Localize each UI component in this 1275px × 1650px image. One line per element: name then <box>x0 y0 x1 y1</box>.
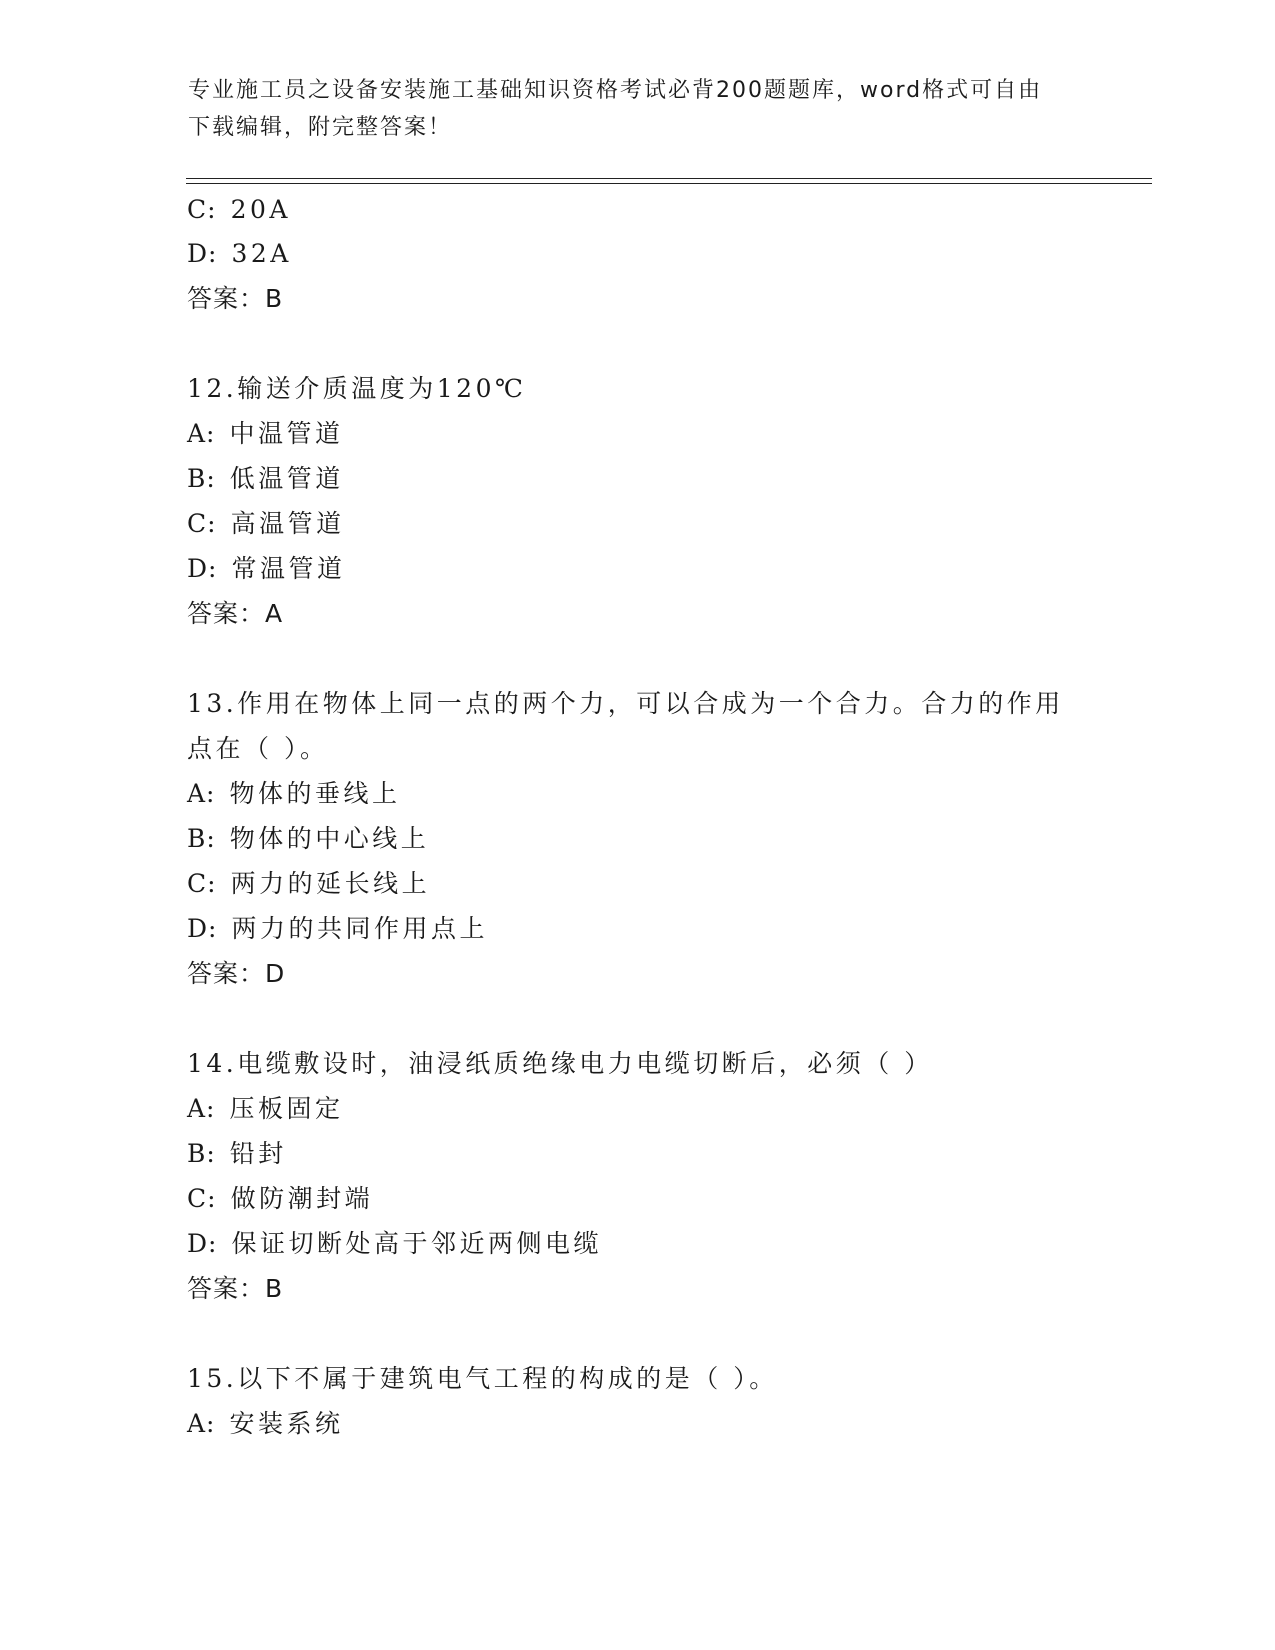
q11-option-c <box>187 194 291 226</box>
q13-stem-line-2: 点在（ ）。 <box>187 734 329 763</box>
option-text: 常温管道 <box>231 554 346 583</box>
option-text: 安装系统 <box>229 1409 344 1438</box>
answer-value: B <box>265 284 284 313</box>
q12-option-b <box>187 463 344 495</box>
option-text: 两力的延长线上 <box>230 869 431 898</box>
option-text: 高温管道 <box>230 509 345 538</box>
answer-label: 答案： <box>187 599 266 628</box>
answer-value: D <box>265 959 286 988</box>
option-text: 20A <box>230 195 291 224</box>
option-label: D: <box>187 1229 218 1258</box>
answer-value: B <box>265 1274 284 1303</box>
option-text: 低温管道 <box>229 464 344 493</box>
q11-answer <box>187 283 283 315</box>
q11-option-d <box>187 238 292 270</box>
option-label: C: <box>187 869 217 898</box>
q13-option-c <box>187 868 430 900</box>
option-text: 压板固定 <box>229 1094 344 1123</box>
q14-option-a <box>187 1093 344 1125</box>
option-label: B: <box>187 824 216 853</box>
option-label: C: <box>187 195 217 224</box>
option-label: A: <box>187 1409 216 1438</box>
q13-option-b <box>187 823 429 855</box>
header-line-2: 下载编辑，附完整答案！ <box>188 115 453 140</box>
option-label: A: <box>187 1094 216 1123</box>
answer-value: A <box>265 599 284 628</box>
q14-answer <box>187 1273 283 1305</box>
option-text: 物体的中心线上 <box>229 824 430 853</box>
q14-option-d <box>187 1228 602 1260</box>
header-rule-bottom <box>186 183 1152 184</box>
option-text: 两力的共同作用点上 <box>231 914 488 943</box>
option-label: D: <box>187 914 218 943</box>
q12-option-a <box>187 418 344 450</box>
option-label: B: <box>187 1139 216 1168</box>
option-label: C: <box>187 1184 217 1213</box>
answer-label: 答案： <box>187 959 266 988</box>
option-text: 32A <box>231 239 292 268</box>
answer-label: 答案： <box>187 1274 266 1303</box>
option-text: 物体的垂线上 <box>229 779 401 808</box>
option-label: D: <box>187 554 218 583</box>
header-rule-top <box>186 178 1152 179</box>
option-label: A: <box>187 419 216 448</box>
q14-option-c <box>187 1183 373 1215</box>
q12-option-d <box>187 553 345 585</box>
q14-stem: 14.电缆敷设时，油浸纸质绝缘电力电缆切断后，必须（ ） <box>187 1049 933 1078</box>
option-text: 保证切断处高于邻近两侧电缆 <box>231 1229 602 1258</box>
q13-option-d <box>187 913 488 945</box>
q13-stem-line-1: 13.作用在物体上同一点的两个力，可以合成为一个合力。合力的作用 <box>187 689 1064 718</box>
option-label: B: <box>187 464 216 493</box>
answer-label: 答案： <box>187 284 266 313</box>
option-text: 铅封 <box>229 1139 287 1168</box>
q12-answer <box>187 598 283 630</box>
option-label: D: <box>187 239 218 268</box>
option-label: A: <box>187 779 216 808</box>
q12-stem: 12.输送介质温度为120℃ <box>187 374 527 403</box>
q13-answer <box>187 958 285 990</box>
option-text: 做防潮封端 <box>230 1184 374 1213</box>
option-text: 中温管道 <box>229 419 344 448</box>
header-line-1: 专业施工员之设备安装施工基础知识资格考试必背200题题库，word格式可自由 <box>188 78 1043 103</box>
q13-option-a <box>187 778 401 810</box>
option-label: C: <box>187 509 217 538</box>
document-header <box>188 72 1088 146</box>
q15-stem: 15.以下不属于建筑电气工程的构成的是（ ）。 <box>187 1364 778 1393</box>
q14-option-b <box>187 1138 287 1170</box>
q15-option-a <box>187 1408 344 1440</box>
q12-option-c <box>187 508 345 540</box>
